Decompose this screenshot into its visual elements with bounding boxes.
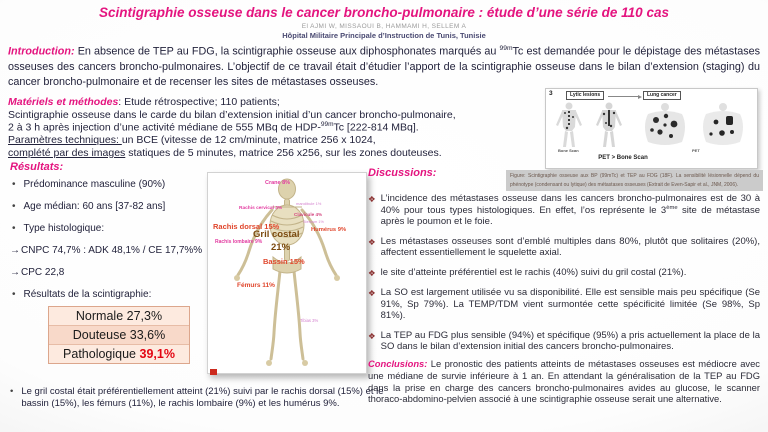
table-row (49, 326, 189, 345)
skeleton-label-gril-costal: Gril costal (253, 229, 300, 240)
skeleton-label-rachis-dorsal: Rachis dorsal 15% (213, 222, 280, 231)
skeleton-label-rachis-cervical: Rachis cervical 3% (239, 206, 283, 211)
list-item (10, 201, 210, 213)
page-title: Scintigraphie osseuse dans le cancer broncho-pulmonaire : étude d’une série de 110 cas (99, 5, 669, 20)
list-item-arrow (10, 267, 210, 279)
discussion-text: L’incidence des métastases osseuse dans les cancers broncho-pulmonaires est de 30 à 40% pour tous types histologiques. En effet, l’os représente le 3 (380, 193, 760, 216)
skeleton-label-sternum: Sternum 1% (303, 220, 324, 224)
figure-caption: Figure: Scintigraphie osseuse aux BP (99mTc) et TEP au FDG (18F). La sensibilité lésionnelle dépend du phénotype (condensant ou lytique) des métastases osseuses (Extrait de Even-Sapir et al., JNM, 2006). (506, 170, 763, 191)
arrow-icon: → (10, 267, 20, 278)
arrow-icon (608, 96, 638, 97)
lung-cancer-label: Lung cancer (643, 91, 681, 100)
figure-number: 3 (549, 90, 553, 97)
list-item (10, 289, 210, 301)
diamond-bullet-icon: ❖ (368, 288, 376, 299)
diamond-bullet-icon: ❖ (368, 194, 376, 204)
introduction-text-cont: Tc est demandée pour le dépistage des métastases osseuses des cancers broncho-pulmonaires. L’objectif de ce travail était d’étudier l’apport de la scintigraphie osseuse dans le bilan d’extension (staging) du cancer broncho-pulmonaire et de recenser les sites de métastases osseuses. (8, 45, 761, 89)
methods-line5: statiques de 5 minutes, matrice 256 x256, sur les zones douteuses. (125, 146, 442, 159)
skeleton-figure (207, 172, 367, 374)
tc99m-superscript: 99m (499, 45, 513, 52)
bullet-icon: • (12, 223, 16, 234)
result-item-text: Age médian: 60 ans [37-82 ans] (23, 201, 166, 212)
discussion-item (368, 193, 760, 228)
pet-label: PET (692, 148, 700, 153)
row-label: Pathologique (63, 347, 137, 361)
skeleton-label-crane: Crane 8% (265, 180, 291, 186)
skeleton-label-bassin: Bassin 15% (263, 257, 305, 266)
skeleton-label-mandibule: mandibule 1% (296, 201, 322, 206)
skeleton-label-rachis-lombaire: Rachis lombaire 9% (215, 239, 263, 245)
discussion-item (368, 330, 760, 353)
list-item (10, 223, 210, 235)
methods-line2: Scintigraphie osseuse dans le carde du bilan d’extension initial d’un cancer broncho-pulmonaire, (8, 108, 456, 121)
authors-line: El AJMI W, MISSAOUI B, HAMMAMI H, SELLEM A (301, 23, 467, 30)
conclusions-label: Conclusions: (368, 358, 428, 369)
list-item (10, 179, 210, 191)
bone-scan-image-posterior (590, 101, 628, 149)
results-table (48, 306, 190, 364)
methods-line1: : Etude rétrospective; 110 patients; (118, 96, 280, 108)
skeleton-label-gril-costal-value: 21% (271, 242, 291, 253)
introduction-text: En absence de TEP au FDG, la scintigraphie osseuse aux diphosphonates marqués au (74, 45, 500, 58)
skeleton-label-humerus: Humérus 9% (311, 227, 347, 233)
pet-image-2 (696, 101, 750, 149)
methods-line4: un BCE (vitesse de 12 cm/minute, matrice 256 x 1024, (121, 134, 376, 147)
conclusions-paragraph (368, 358, 760, 405)
diamond-bullet-icon: ❖ (368, 330, 376, 341)
discussions-label: Discussions: (368, 167, 437, 179)
skeleton-image (208, 173, 366, 373)
diamond-bullet-icon: ❖ (368, 236, 376, 247)
row-value: 27,3% (126, 309, 163, 323)
tc99m-superscript-2: 99m (320, 121, 334, 129)
skeleton-label-tibias: Tibias 3% (300, 318, 319, 323)
introduction-label: Introduction: (8, 45, 75, 58)
discussions-list (368, 193, 760, 361)
discussion-text: Les métastases osseuses sont d’emblé multiples dans 80%, plutôt que solitaires (20%), affectent essentiellement le squelette axial. (380, 235, 760, 259)
result-item-text: Type histologique: (23, 223, 105, 234)
discussion-item (368, 236, 760, 259)
discussion-item (368, 287, 760, 322)
red-marker (210, 369, 217, 375)
bone-scan-image-anterior (550, 101, 588, 149)
result-item-text: Le gril costal était préférentiellement atteint (21%) suivi par le rachis dorsal (15%) et le bassin (15%), les fémurs (11%), le rachis lombaire (9%) et les humérus 9%. (21, 386, 384, 410)
discussion-text: le site d’atteinte préférentiel est le rachis (40%) suivi du gril costal (21%). (380, 267, 687, 279)
table-row (49, 307, 189, 326)
methods-line4-underlined: Paramètres techniques: (8, 134, 122, 147)
skeleton-label-femurs: Fémurs 11% (237, 282, 275, 289)
skeleton-label-clavicule: Clavicule 4% (294, 212, 323, 217)
pet-bonescan-figure (545, 88, 758, 169)
lytic-lesions-label: Lytic lesions (566, 91, 604, 100)
methods-line3-cont: Tc [222-814 MBq]. (333, 121, 419, 134)
bullet-icon: • (12, 201, 16, 212)
result-item-text: CPC 22,8 (21, 267, 65, 278)
eme-superscript: ème (666, 204, 678, 211)
diamond-bullet-icon: ❖ (368, 268, 376, 279)
results-list (10, 179, 210, 311)
discussion-text: La TEP au FDG plus sensible (94%) et spécifique (95%) a pris actuellement la place de la SO dans le bilan d’extension initial des cancers broncho-pulmonaires. (380, 329, 760, 353)
result-item-text: Prédominance masculine (90%) (23, 179, 166, 190)
bullet-icon: • (10, 386, 14, 397)
conclusions-text: Le pronostic des patients atteints de métastases osseuses est médiocre avec une médiane de survie inférieure à 1 an. En attendant la généralisation de la TEP au FDG dans la prise en charge des cancers broncho-pulmonaires avides au glucose, le scanner thoraco-abdomino-pelvien associé à une scintigraphie osseuse serait une alternative. (368, 358, 760, 405)
row-label: Normale (75, 309, 124, 323)
bullet-icon: • (12, 179, 16, 190)
discussion-item (368, 267, 760, 279)
results-label: Résultats: (10, 161, 64, 173)
methods-line5-underlined: complété par des images (8, 146, 126, 159)
methods-line3: 2 à 3 h après injection d’une activité médiane de 555 MBq de HDP- (8, 121, 321, 134)
pet-vs-bonescan-label: PET > Bone Scan (598, 155, 648, 161)
bullet-icon: • (12, 289, 16, 300)
pet-image-1 (638, 101, 692, 149)
discussion-text: La SO est largement utilisée vu sa disponibilité. Elle est sensible mais peu spécifique (Se 91%, Sp 79%). La TEMP/TDM vient surmontée cette spécificité limitée (Se 98%, Sp 81%). (380, 287, 760, 322)
row-value: 33,6% (129, 328, 166, 342)
table-row (49, 345, 189, 363)
result-item-text: CNPC 74,7% : ADK 48,1% / CE 17,7%% (21, 245, 203, 256)
results-final-item (10, 386, 384, 411)
list-item-arrow (10, 245, 210, 257)
methods-label: Matériels et méthodes (8, 96, 119, 108)
methods-section (8, 96, 543, 159)
row-value-highlight: 39,1% (139, 347, 175, 361)
row-label: Douteuse (72, 328, 127, 342)
result-item-text: Résultats de la scintigraphie: (23, 289, 152, 300)
institution-line: Hôpital Militaire Principale d’Instruction de Tunis, Tunisie (282, 31, 486, 40)
bone-scan-label: Bone Scan (558, 148, 579, 153)
discussion-text-cont: site de métastase après le poumon et le foie. (380, 204, 760, 228)
arrow-icon: → (10, 245, 20, 256)
introduction-paragraph (8, 44, 760, 91)
